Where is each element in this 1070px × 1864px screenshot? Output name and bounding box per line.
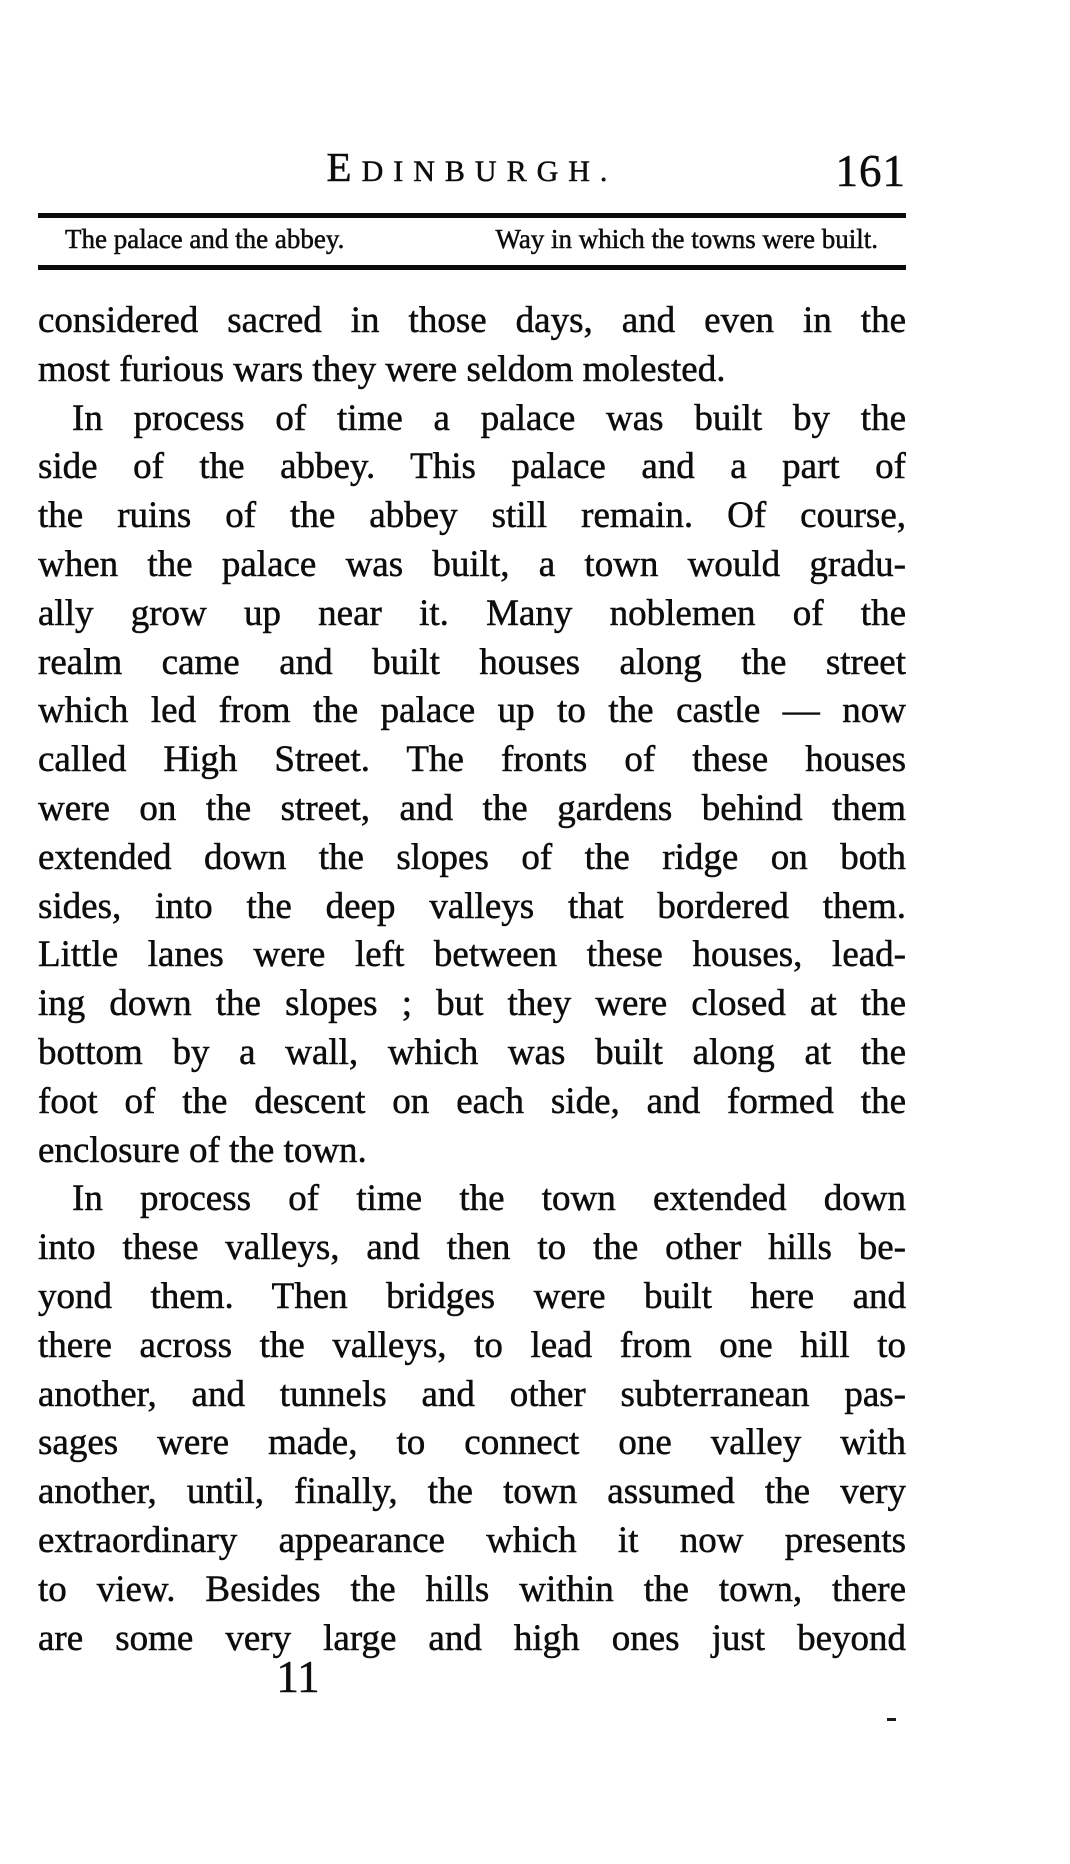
page-title-rest: DINBURGH. <box>361 155 618 188</box>
body-line: to view. Besides the hills within the town, there <box>38 1568 906 1610</box>
body-line: sides, into the deep valleys that bordered them. <box>38 885 906 927</box>
body-line: another, and tunnels and other subterranean pas- <box>38 1373 906 1415</box>
body-line: are some very large and high ones just beyond <box>38 1617 906 1659</box>
body-line: another, until, finally, the town assumed the very <box>38 1471 906 1513</box>
body-line: realm came and built houses along the street <box>38 641 906 683</box>
body-line: most furious wars they were seldom molested. <box>38 348 726 390</box>
body-line: there across the valleys, to lead from one hill to <box>38 1324 906 1366</box>
body-line: the ruins of the abbey still remain. Of course, <box>38 495 906 537</box>
body-line: ally grow up near it. Many noblemen of the <box>38 592 906 634</box>
body-line: foot of the descent on each side, and formed the <box>38 1080 906 1122</box>
body-line: extended down the slopes of the ridge on both <box>38 836 906 878</box>
body-line: extraordinary appearance which it now presents <box>38 1519 906 1561</box>
running-head-right: Way in which the towns were built. <box>495 224 878 254</box>
header-rule-top <box>38 213 906 218</box>
body-line: side of the abbey. This palace and a part of <box>38 446 906 488</box>
body-text <box>38 297 906 1663</box>
page-title <box>38 144 906 195</box>
body-line: considered sacred in those days, and even in the <box>38 300 906 341</box>
body-line: called High Street. The fronts of these houses <box>38 739 906 781</box>
body-line: sages were made, to connect one valley with <box>38 1422 906 1464</box>
header-rule-bottom <box>38 265 906 270</box>
body-line: were on the street, and the gardens behind them <box>38 787 906 829</box>
running-head-left: The palace and the abbey. <box>65 224 345 254</box>
signature-mark: 11 <box>276 1652 320 1702</box>
body-line: In process of time a palace was built by the <box>72 397 906 439</box>
body-line: into these valleys, and then to the other hills be- <box>38 1227 906 1269</box>
body-line: bottom by a wall, which was built along at the <box>38 1031 906 1073</box>
body-line: Little lanes were left between these houses, lead- <box>38 934 906 976</box>
body-line: yond them. Then bridges were built here and <box>38 1275 906 1317</box>
body-line: when the palace was built, a town would gradu- <box>38 543 906 585</box>
scan-artifact <box>887 1718 896 1721</box>
body-line: enclosure of the town. <box>38 1129 367 1171</box>
page-number: 161 <box>835 146 906 196</box>
body-line: In process of time the town extended down <box>72 1178 906 1220</box>
body-line: ing down the slopes ; but they were closed at the <box>38 983 906 1025</box>
page-title-initial: E <box>326 144 362 190</box>
body-line: which led from the palace up to the castle — now <box>38 690 906 732</box>
